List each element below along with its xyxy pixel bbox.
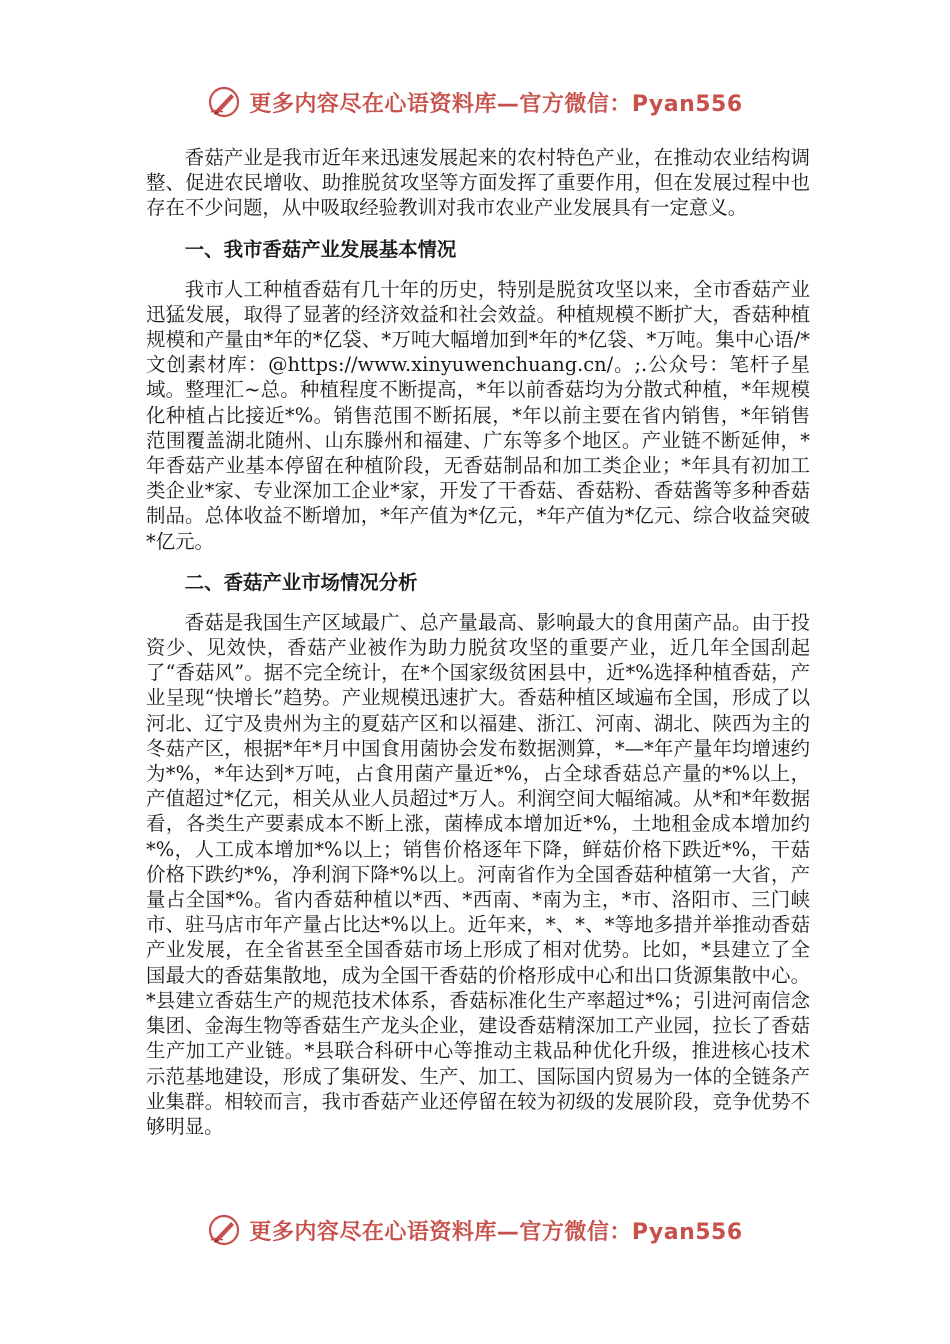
footer-watermark <box>0 1210 950 1250</box>
watermark-text: 更多内容尽在心语资料库—官方微信：Pyan556 <box>249 1219 743 1245</box>
section-2-paragraph: 香菇是我国生产区域最广、总产量最高、影响最大的食用菌产品。由于投资少、见效快，香菇产业被作为助力脱贫攻坚的重要产业，近几年全国刮起了“香菇风”。据不完全统计，在*个国家级贫困县中，近*%选择种植香菇，产业呈现“快增长”趋势。产业规模迅速扩大。香菇种植区域遍布全国，形成了以河北、辽宁及贵州为主的夏菇产区和以福建、浙江、河南、湖北、陕西为主的冬菇产区，根据*年*月中国食用菌协会发布数据测算，*—*年产量年均增速约为*%，*年达到*万吨，占食用菌产量近*%，占全球香菇总产量的*%以上，产值超过*亿元，相关从业人员超过*万人。利润空间大幅缩减。从*和*年数据看，各类生产要素成本不断上涨，菌棒成本增加近*%，土地租金成本增加约*%，人工成本增加*%以上；销售价格逐年下降，鲜菇价格下跌近*%，干菇价格下跌约*%，净利润下降*%以上。河南省作为全国香菇种植第一大省，产量占全国*%。省内香菇种植以*西、*西南、*南为主，*市、洛阳市、三门峡市、驻马店市年产量占比达*%以上。近年来，*、*、*等地多措并举推动香菇产业发展，在全省甚至全国香菇市场上形成了相对优势。比如，*县建立了全国最大的香菇集散地，成为全国干香菇的价格形成中心和出口货源集散中心。*县建立香菇生产的规范技术体系，香菇标准化生产率超过*%；引进河南信念集团、金海生物等香菇生产龙头企业，建设香菇精深加工产业园，拉长了香菇生产加工产业链。*县联合科研中心等推动主栽品种优化升级，推进核心技术示范基地建设，形成了集研发、生产、加工、国际国内贸易为一体的全链条产业集群。相较而言，我市香菇产业还停留在较为初级的发展阶段，竞争优势不够明显。 <box>146 610 810 1138</box>
section-heading-2: 二、香菇产业市场情况分析 <box>184 570 418 594</box>
intro-paragraph: 香菇产业是我市近年来迅速发展起来的农村特色产业，在推动农业结构调整、促进农民增收、助推脱贫攻坚等方面发挥了重要作用，但在发展过程中也存在不少问题，从中吸取经验教训对我市农业产业发展具有一定意义。 <box>146 146 810 220</box>
section-heading-1: 一、我市香菇产业发展基本情况 <box>184 237 457 261</box>
pen-circle-logo-icon <box>207 1213 241 1247</box>
header-watermark <box>0 82 950 122</box>
document-body <box>146 145 810 1139</box>
watermark-text: 更多内容尽在心语资料库—官方微信：Pyan556 <box>249 91 743 117</box>
section-1-paragraph: 我市人工种植香菇有几十年的历史，特别是脱贫攻坚以来，全市香菇产业迅猛发展，取得了显著的经济效益和社会效益。种植规模不断扩大，香菇种植规模和产量由*年的*亿袋、*万吨大幅增加到*年的*亿袋、*万吨。集中心语/*文创素材库：@https://www.xinyuwenchuang.cn/。;.公众号：笔杆子星域。整理汇~总。种植程度不断提高，*年以前香菇均为分散式种植，*年规模化种植占比接近*%。销售范围不断拓展，*年以前主要在省内销售，*年销售范围覆盖湖北随州、山东滕州和福建、广东等多个地区。产业链不断延伸，*年香菇产业基本停留在种植阶段，无香菇制品和加工类企业；*年具有初加工类企业*家、专业深加工企业*家，开发了干香菇、香菇粉、香菇酱等多种香菇制品。总体收益不断增加，*年产值为*亿元，*年产值为*亿元、综合收益突破*亿元。 <box>146 277 810 553</box>
pen-circle-logo-icon <box>207 85 241 119</box>
